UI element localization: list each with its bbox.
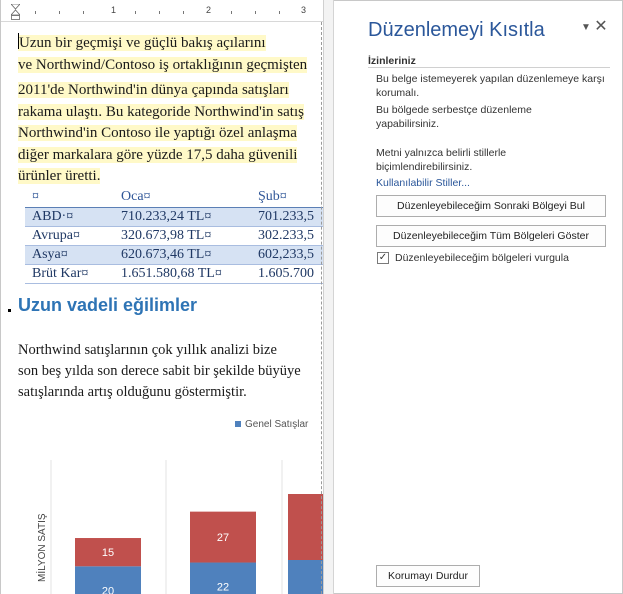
ruler-label: 2 [206,5,212,15]
sales-table[interactable] [25,188,323,284]
bar-segment-series-2 [288,494,323,560]
close-icon[interactable]: ✕ [594,18,608,35]
find-next-region-button[interactable]: Düzenleyebileceğim Sonraki Bölgeyi Bul [376,195,606,217]
paragraph-line: Northwind'in Contoso ile yaptığı özel anlaşma [18,125,297,141]
page-boundary [321,22,322,594]
table-cell[interactable]: Brüt Kar¤ [32,265,89,281]
paragraph-line: son beş yılda son derece sabit bir şekilde büyüye [18,363,301,379]
paragraph-line: Northwind satışlarının çok yıllık analizi bize [18,342,277,358]
paragraph-line: ürünler üretti. [18,168,101,184]
table-row [25,207,323,226]
paragraph-sales[interactable] [18,80,304,188]
table-cell[interactable]: 320.673,98 TL¤ [121,227,212,243]
data-label: 15 [101,547,115,560]
highlight-regions-label[interactable]: Düzenleyebileceğim bölgeleri vurgula [395,252,569,264]
paragraph-line: satışlarında artış olduğunu göstermiştir. [18,384,247,400]
table-cell[interactable]: 1.651.580,68 TL¤ [121,265,222,281]
table-cell[interactable]: 620.673,46 TL¤ [121,246,212,262]
paragraph-line: rakama ulaştı. Bu kategoride Northwind'in satış [18,103,304,120]
data-label: 22 [216,581,230,594]
permissions-header: İzinleriniz [368,55,416,67]
table-header-cell[interactable]: Şub¤ [258,189,287,205]
chart-legend [235,419,308,430]
table-row [25,264,323,283]
legend-entry: Genel Satışlar [245,419,309,430]
paragraph-line: diğer markalara göre yüzde 17,5 daha güvenili [18,146,298,163]
heading-bullet-icon [8,309,11,312]
table-cell[interactable]: ABD·¤ [32,208,74,224]
paragraph-line: Uzun bir geçmişi ve güçlü bakış açılarını [19,35,266,51]
table-header-cell[interactable]: ¤ [32,189,39,205]
table-cell[interactable]: 302.233,5 [258,227,314,243]
indent-marker-icon[interactable] [11,4,20,20]
sales-chart[interactable] [1,412,323,594]
ruler-label: 3 [301,5,307,15]
document-page[interactable] [1,22,323,594]
section-heading[interactable]: Uzun vadeli eğilimler [18,295,198,315]
horizontal-ruler[interactable] [1,0,323,22]
legend-swatch [235,421,241,427]
section-divider [368,67,610,68]
table-cell[interactable]: Avrupa¤ [32,227,80,243]
pane-title: Düzenlemeyi Kısıtla [368,19,545,41]
paragraph-line: ve Northwind/Contoso iş ortaklığının geçmişten [18,56,308,73]
pane-splitter[interactable] [323,0,334,594]
style-restriction-text: Metni yalnızca belirli stillerle biçimlendirebilirsiniz. [376,147,507,173]
table-row [25,226,323,245]
table-cell[interactable]: 710.233,24 TL¤ [121,208,212,224]
available-styles-link[interactable]: Kullanılabilir Stiller... [376,177,470,189]
table-cell[interactable]: Asya¤ [32,246,68,262]
protection-info-text: Bu belge istemeyerek yapılan düzenlemeye karşı korumalı. [376,73,605,99]
chevron-down-icon[interactable]: ▼ [581,22,591,33]
show-all-regions-button[interactable]: Düzenleyebileceğim Tüm Bölgeleri Göster [376,225,606,247]
table-header-row [25,188,323,207]
chart-plot [1,412,323,594]
table-cell[interactable]: 1.605.700 [258,265,314,281]
y-axis-label: MİLYON SATIŞ [37,513,48,582]
data-label: 20 [101,585,115,594]
table-cell[interactable]: 602,233,5 [258,246,314,262]
highlight-regions-checkbox[interactable]: ✓ [378,252,388,263]
ruler-label: 1 [111,5,117,15]
table-header-cell[interactable]: Oca¤ [121,189,151,205]
bar-segment-genel-satislar [288,560,323,594]
paragraph-trends[interactable] [18,340,301,403]
paragraph-intro[interactable] [18,33,307,76]
stop-protection-button[interactable]: Korumayı Durdur [376,565,480,587]
paragraph-line: 2011'de Northwind'in dünya çapında satışları [18,82,289,98]
table-row [25,245,323,264]
editable-region-text: Bu bölgede serbestçe düzenleme yapabilirsiniz. [376,104,532,130]
data-label: 27 [216,532,230,545]
table-cell[interactable]: 701.233,5 [258,208,314,224]
restrict-editing-pane [334,0,623,594]
